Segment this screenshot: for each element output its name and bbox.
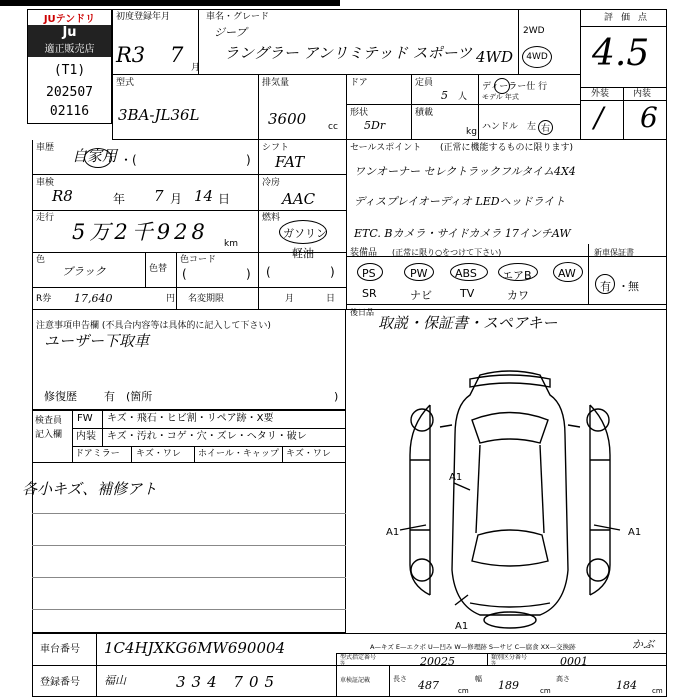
- width-value: 189: [498, 679, 519, 692]
- car-side-right: [590, 405, 610, 595]
- length-label: 長さ: [393, 675, 407, 683]
- displacement-unit: cc: [328, 122, 338, 132]
- label-4wd-circled: 4WD: [522, 46, 552, 68]
- transfer-label: 名変期限: [188, 294, 225, 304]
- dims-label: 車検証記載: [340, 677, 371, 684]
- vin-value: 1C4HJXKG6MW690004: [104, 639, 286, 657]
- shape-label: 形状: [350, 108, 369, 118]
- model-code: 3BA-JL36L: [118, 106, 200, 124]
- capacity: 5: [441, 89, 448, 102]
- model-code-label: 型式: [116, 78, 135, 88]
- first-reg-label: 初度登録年月: [116, 12, 171, 22]
- recycle-value: 17,640: [74, 292, 113, 305]
- cert-value1: 20025: [420, 655, 455, 668]
- sales-line3: ETC. Bカメラ・サイドカメラ 17インチAW: [354, 227, 571, 240]
- shift-label: シフト: [262, 143, 290, 153]
- check-row2: キズ・汚れ・コゲ・穴・ズレ・ヘタリ・破レ: [107, 431, 307, 442]
- check-row1: キズ・飛石・ヒビ割・リペア跡・X要: [107, 413, 274, 424]
- fuel-label: 燃料: [262, 213, 281, 223]
- color-paren-open: (: [182, 267, 187, 281]
- registration-label: 登録番号: [40, 677, 80, 688]
- logo-block: [27, 9, 112, 124]
- height-value: 184: [616, 679, 637, 692]
- mileage-unit: km: [224, 239, 238, 249]
- new-warranty-label: 新車保証書: [594, 248, 634, 257]
- repair-paren-close: ): [334, 390, 339, 403]
- logo-num1: 202507: [46, 85, 93, 100]
- warranty-dot: ・: [618, 280, 629, 293]
- first-reg-era: R3: [116, 43, 146, 67]
- car-rear-window: [472, 530, 548, 566]
- equip-pw: PW: [410, 267, 428, 280]
- color-code-label: 色コード: [180, 255, 217, 265]
- equipment-label: 装備品: [350, 248, 378, 258]
- remarks-value: 各小キズ、補修アト: [22, 480, 158, 498]
- cert-label1: 型式指定番号: [340, 654, 377, 661]
- equip-navi: ナビ: [410, 289, 432, 302]
- top-scan-bar: [0, 0, 340, 6]
- mileage-value: 5万2千928: [72, 220, 209, 244]
- sales-line1: ワンオーナー セレクトラックフルタイム4X4: [354, 165, 576, 178]
- cooler-label: 冷房: [262, 178, 281, 188]
- doors-label: ドア: [350, 78, 368, 88]
- cert-label1b: 等: [340, 661, 346, 667]
- shift-value: FAT: [275, 153, 305, 171]
- cooler-value: AAC: [282, 190, 316, 208]
- dealer-sub: モデル 年式: [482, 93, 519, 101]
- equip-ps-circle: [357, 263, 383, 281]
- logo-num2: 02116: [49, 104, 90, 119]
- color-paren-close: ): [246, 267, 251, 281]
- usage-paren-close: ): [246, 153, 251, 167]
- transfer-month: 月: [285, 294, 295, 304]
- inspection-day: 14: [194, 187, 214, 205]
- repair-location: (箇所: [126, 390, 153, 403]
- equip-tv: TV: [460, 287, 475, 300]
- damage-mark-right: A1: [628, 527, 642, 538]
- fuel-circle: [279, 220, 327, 244]
- car-diagram: [370, 365, 650, 630]
- loading-label: 積載: [415, 108, 434, 118]
- length-unit: cm: [458, 687, 469, 695]
- car-name-label: 車名・グレード: [206, 12, 270, 22]
- height-unit: cm: [652, 687, 663, 695]
- equipment-note: (正常に限り○をつけて下さい): [392, 248, 502, 257]
- warranty-yes-circle: [595, 274, 615, 294]
- check-row3-a: ドアミラー: [75, 449, 120, 459]
- equip-abs-circle: [450, 263, 488, 281]
- mileage-label: 走行: [36, 213, 55, 223]
- damage-mark-rear: A1: [455, 621, 469, 632]
- equip-abs: ABS: [455, 267, 477, 280]
- dealer-label: ディーラー仕 行: [482, 82, 548, 92]
- first-reg-month-unit: 月: [191, 63, 201, 73]
- logo-dealer: 適正販売店: [44, 44, 95, 55]
- height-label: 高さ: [556, 675, 570, 683]
- logo-code: (T1): [53, 63, 86, 78]
- fuel-diesel: 軽油: [292, 247, 314, 260]
- legend-signature: かぶ: [632, 638, 654, 651]
- score-int-label: 内装: [633, 89, 652, 99]
- notes-value: ユーザー下取車: [44, 332, 150, 350]
- repair-label: 修復歴: [44, 390, 77, 403]
- sales-note: (正常に機能するものに限ります): [440, 143, 574, 153]
- score-label: 評価点: [604, 13, 656, 23]
- first-reg-month: 7: [170, 43, 184, 67]
- width-unit: cm: [540, 687, 551, 695]
- check-header2: 記入欄: [35, 430, 63, 440]
- warranty-no: 無: [628, 280, 639, 293]
- usage-paren: ・(: [120, 153, 137, 167]
- equip-sr: SR: [362, 287, 377, 300]
- dealer-circle: [494, 78, 510, 94]
- damage-mark-hood: A1: [449, 472, 463, 483]
- inspection-day-unit: 日: [218, 192, 231, 206]
- color-label: 色: [36, 255, 46, 265]
- equip-ps: PS: [362, 267, 376, 280]
- logo-badge: [28, 25, 111, 57]
- cert-value2: 0001: [560, 655, 588, 668]
- check-row1-label: FW: [77, 413, 93, 424]
- damage-mark-left: A1: [386, 527, 400, 538]
- sales-label: セールスポイント: [350, 143, 422, 153]
- check-row3-d: キズ・ワレ: [286, 449, 331, 459]
- notes-label: 注意事項申告欄 (不具合内容等は具体的に記入して下さい): [36, 321, 271, 331]
- equip-aw-circle: [553, 262, 583, 282]
- repair-yes: 有: [104, 390, 115, 403]
- inspection-month-unit: 月: [170, 192, 183, 206]
- usage-value: 自家用: [72, 147, 118, 165]
- score-value: 4.5: [592, 33, 650, 74]
- handle-left: 左: [527, 122, 537, 132]
- legend: A—キズ E—エクボ U—凹み W—修理跡 S—サビ C—腐食 XX—交換跡: [370, 643, 576, 651]
- inspection-year-unit: 年: [113, 192, 126, 206]
- displacement: 3600: [268, 110, 307, 128]
- parts-value: 取説・保証書・スペアキー: [378, 314, 558, 332]
- registration-number: 334 705: [176, 673, 281, 691]
- parts-label: 後日品: [350, 308, 374, 317]
- sales-line2: ディスプレイオーディオ LEDヘッドライト: [354, 195, 566, 208]
- equip-aw: AW: [558, 267, 576, 280]
- label-2wd: 2WD: [523, 26, 545, 36]
- fuel-gasoline: ガソリン: [283, 227, 327, 240]
- car-windshield: [472, 413, 548, 444]
- score-ext-label: 外装: [591, 89, 610, 99]
- car-drive-hand: 4WD: [476, 48, 513, 66]
- recycle-unit: 円: [166, 294, 176, 304]
- recycle-label: R券: [36, 294, 52, 304]
- equip-kawa: カワ: [507, 289, 529, 302]
- color-value: ブラック: [62, 265, 106, 278]
- vin-label: 車台番号: [40, 644, 80, 655]
- logo-brand: JUテンドリ: [28, 10, 111, 24]
- transfer-day: 日: [326, 294, 336, 304]
- capacity-label: 定員: [415, 78, 434, 88]
- check-row3-b: キズ・ワレ: [136, 449, 181, 459]
- inspection-label: 車検: [36, 178, 55, 188]
- handle-right-circled: 右: [538, 120, 553, 135]
- usage-circle: [84, 148, 112, 168]
- width-label: 幅: [475, 675, 482, 683]
- cert-label2: 類別区分番号: [491, 654, 528, 661]
- car-brand: ジープ: [214, 26, 247, 39]
- registration-region: 福山: [104, 674, 126, 687]
- score-ext: /: [594, 101, 604, 134]
- inspection-era: R8: [52, 187, 73, 205]
- car-side-left: [410, 405, 430, 595]
- color-change-label: 色替: [149, 264, 168, 274]
- check-row3-c: ホイール・キャップ: [198, 449, 279, 459]
- length-value: 487: [418, 679, 439, 692]
- warranty-yes: 有: [600, 280, 611, 293]
- check-header1: 検査員: [35, 416, 63, 426]
- logo-sub: Ju: [62, 25, 77, 40]
- fuel-paren-open: (: [266, 265, 271, 279]
- car-body-outline: [452, 371, 568, 615]
- inspection-month: 7: [154, 187, 164, 205]
- fuel-paren-close: ): [330, 265, 335, 279]
- score-int: 6: [640, 101, 658, 134]
- usage-label: 車歴: [36, 143, 55, 153]
- shape-value: 5Dr: [364, 119, 386, 132]
- loading-unit: kg: [466, 127, 477, 137]
- cert-label2b: 等: [491, 661, 497, 667]
- equip-airbag: エアB: [502, 269, 532, 282]
- equip-pw-circle: [404, 263, 434, 281]
- capacity-unit: 人: [458, 92, 468, 102]
- equip-airbag-circle: [498, 263, 538, 281]
- check-row2-label: 内装: [76, 431, 96, 442]
- car-model: ラングラー アンリミテッド スポーツ: [224, 44, 473, 62]
- handle-label: ハンドル: [482, 122, 519, 132]
- displacement-label: 排気量: [262, 78, 290, 88]
